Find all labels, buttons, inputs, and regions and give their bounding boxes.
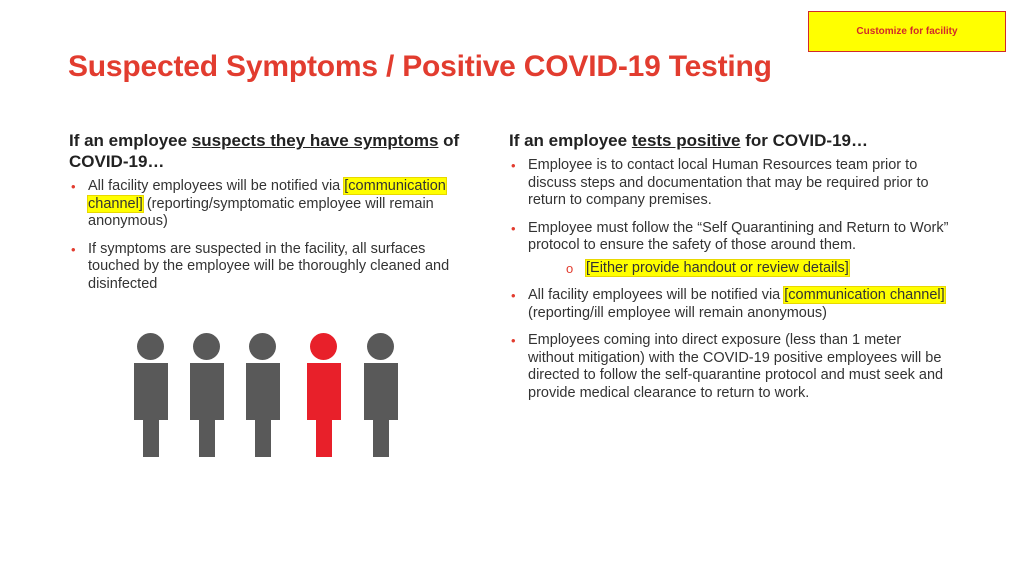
left-bullets [69,178,469,293]
list-item: • If symptoms are suspected in the facility, all surfaces touched by the employee will be thoroughly cleaned and disinfected [69,241,469,294]
highlight-placeholder: [communication channel] [88,178,446,212]
right-heading: If an employee tests positive for COVID-19… [509,131,869,150]
customize-badge: Customize for facility [808,11,1006,52]
left-heading: If an employee suspects they have symptoms of COVID-19… [69,131,460,171]
right-column [509,130,949,412]
left-column [69,130,469,303]
page-title: Suspected Symptoms / Positive COVID-19 Testing [68,50,772,83]
highlight-placeholder: [communication channel] [784,287,945,303]
right-bullets [509,157,949,402]
list-item: • Employee must follow the “Self Quarantining and Return to Work” protocol to ensure the safety of those around them. o [Either provide handout or review details] [509,220,949,278]
highlight-placeholder: [Either provide handout or review details] [586,259,849,276]
list-item: • Employee is to contact local Human Resources team prior to discuss steps and documentation that may be required prior to return to company premises. [509,157,949,210]
list-item: • Employees coming into direct exposure (less than 1 meter without mitigation) with the COVID-19 positive employees will be directed to follow the self-quarantine protocol and must seek and provide medical clearance to return to work. [509,332,949,402]
circle-bullet-icon: o [566,260,574,276]
sub-list-item [528,260,949,278]
list-item: • All facility employees will be notified via [communication channel] (reporting/symptomatic employee will remain anonymous) [69,178,469,231]
list-item: • All facility employees will be notified via [communication channel] (reporting/ill employee will remain anonymous) [509,287,949,322]
